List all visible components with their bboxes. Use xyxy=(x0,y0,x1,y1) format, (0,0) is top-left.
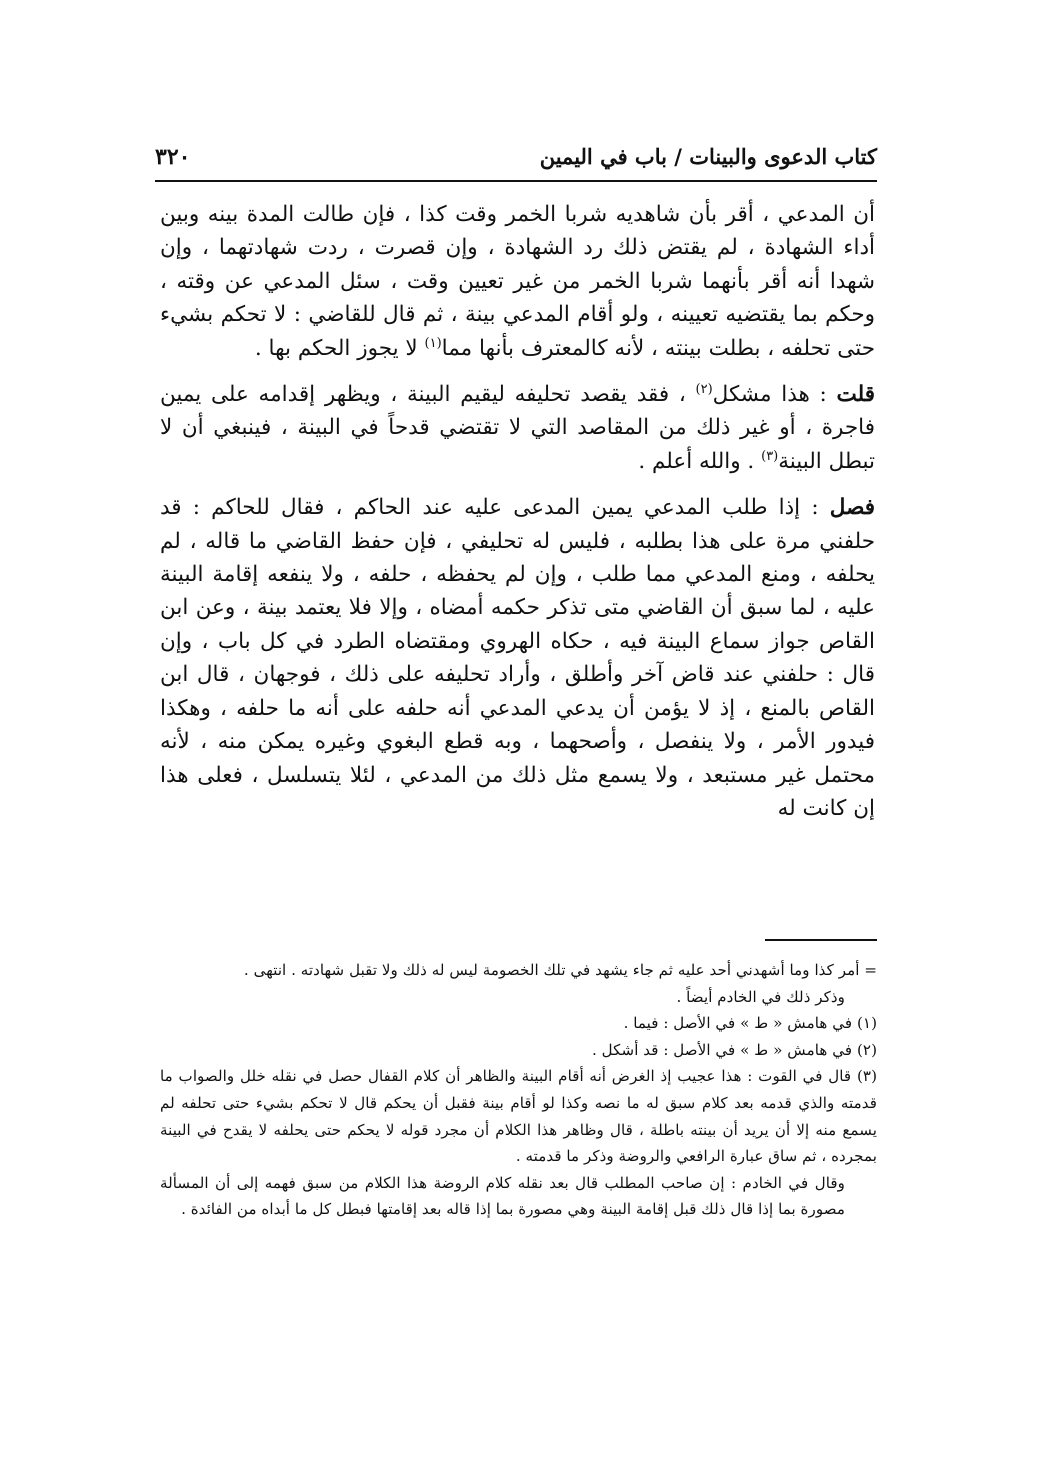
header-divider xyxy=(155,180,877,182)
chapter-title: كتاب الدعوى والبينات / باب في اليمين xyxy=(539,144,877,169)
main-text xyxy=(160,198,875,825)
paragraph-2 xyxy=(160,378,875,478)
paragraph-3-text: : إذا طلب المدعي يمين المدعى عليه عند الحاكم ، فقال للحاكم : قد حلفني مرة على هذا بطلبه ، فليس له تحليفي ، فإن حفظ القاضي ما قاله ، لم يحلفه ، ومنع المدعي مما طلب ، وإن لم يحفظه ، حلفه ، ولا ينفعه إقامة البينة عليه ، لما سبق أن القاضي متى تذكر حكمه أمضاه ، وإلا فلا يعتمد بينة ، وعن ابن القاص جواز سماع البينة فيه ، حكاه الهروي ومقتضاه الطرد في كل باب ، وإن قال : حلفني عند قاض آخر وأطلق ، وأراد تحليفه على ذلك ، فوجهان ، قال ابن القاص بالمنع ، إذ لا يؤمن أن يدعي المدعي أنه حلفه على أنه ما حلفه ، وهكذا فيدور الأمر ، ولا ينفصل ، وأصحهما ، وبه قطع البغوي وغيره يمكن منه ، لأنه محتمل غير مستبعد ، ولا يسمع مثل ذلك من المدعي ، لئلا يتسلسل ، فعلى هذا إن كانت له xyxy=(160,495,875,821)
paragraph-2-lead: قلت xyxy=(836,382,876,408)
footnote-ref-1: (١) xyxy=(424,335,442,351)
footnote-divider xyxy=(765,939,877,941)
paragraph-2-text-a: : هذا مشكل xyxy=(712,382,837,408)
paragraph-3 xyxy=(160,491,875,825)
paragraph-2-text-b: ، فقد يقصد تحليفه ليقيم البينة ، ويظهر إقدامه على يمين فاجرة ، أو غير ذلك من المقاصد التي لا تقتضي قدحاً في البينة ، فينبغي أن لا تبطل البينة xyxy=(160,382,875,474)
paragraph-2-text-c: . والله أعلم . xyxy=(638,448,762,474)
footnote-1: (١) في هامش « ط » في الأصل : فيما . xyxy=(623,1014,877,1033)
page-number: ٣٢٠ xyxy=(155,144,191,170)
footnote-3: (٣) قال في القوت : هذا عجيب إذ الغرض أنه أقام البينة والظاهر أن كلام القفال حصل في نقله خلل والصواب ما قدمته والذي قدمه بعد كلام سبق له ما نصه وكذا لو أقام بينة فقبل أن يحكم قال لا تحكم بشيء حتى تحلفه لم يسمع منه إلا أن يريد أن بينته باطلة ، قال وظاهر هذا الكلام أن مجرد قوله لا يحكم حتى يحلفه لا يقدح في البينة بمجرده ، ثم ساق عبارة الرافعي والروضة وذكر ما قدمته . xyxy=(160,1067,877,1166)
footnote-ref-3: (٣) xyxy=(761,448,779,464)
paragraph-3-lead: فصل xyxy=(829,495,875,521)
running-header xyxy=(155,138,877,182)
paragraph-1-end: لا يجوز الحكم بها . xyxy=(254,335,425,361)
footnote-continuation-2: وذكر ذلك في الخادم أيضاً . xyxy=(676,987,845,1006)
footnote-continuation-1: = أمر كذا وما أشهدني أحد عليه ثم جاء يشهد في تلك الخصومة ليس له ذلك ولا تقبل شهادته . انتهى . xyxy=(243,961,877,979)
paragraph-1 xyxy=(160,198,875,365)
footnote-ref-2: (٢) xyxy=(695,381,713,397)
footnotes xyxy=(160,957,877,1223)
footnote-2: (٢) في هامش « ط » في الأصل : قد أشكل . xyxy=(591,1040,877,1059)
paragraph-1-text: أن المدعي ، أقر بأن شاهديه شربا الخمر وقت كذا ، فإن طالت المدة بينه وبين أداء الشهادة ، لم يقتض ذلك رد الشهادة ، وإن قصرت ، ردت شهادتهما ، وإن شهدا أنه أقر بأنهما شربا الخمر من غير تعيين وقت ، سئل المدعي عن وقته ، وحكم بما يقتضيه تعيينه ، ولو أقام المدعي بينة ، ثم قال للقاضي : لا تحكم بشيء حتى تحلفه ، بطلت بينته ، لأنه كالمعترف بأنها مما xyxy=(160,202,875,361)
footnote-3-continued: وقال في الخادم : إن صاحب المطلب قال بعد نقله كلام الروضة هذا الكلام من سبق فهمه إلى أن المسألة مصورة بما إذا قال ذلك قبل إقامة البينة وهي مصورة بما إذا قاله بعد إقامتها فبطل كل ما أبداه من الفائدة . xyxy=(160,1173,845,1219)
